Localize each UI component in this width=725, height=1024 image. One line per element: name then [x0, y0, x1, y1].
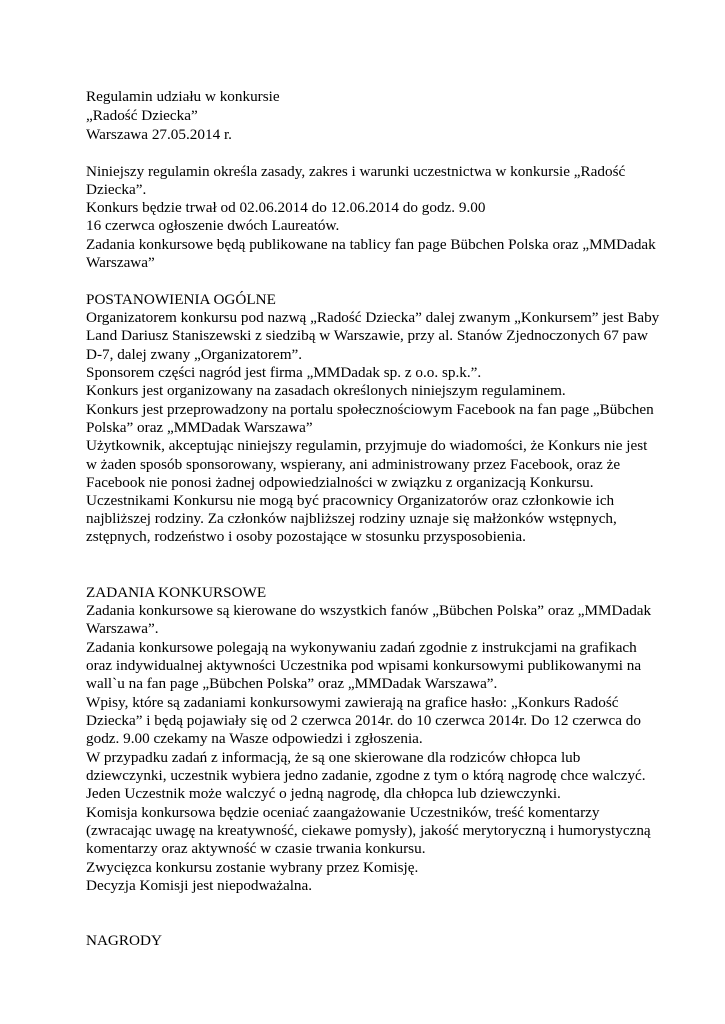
general-line: D-7, dalej zwany „Organizatorem”.	[86, 346, 303, 363]
intro-line: Warszawa”	[86, 254, 155, 271]
general-line: w żaden sposób sponsorowany, wspierany, ani administrowany przez Facebook, oraz że	[86, 456, 621, 473]
tasks-line: dziewczynki, uczestnik wybiera jedno zadanie, zgodne z tym o którą nagrodę chce walczyć.	[86, 767, 646, 784]
general-line: Użytkownik, akceptując niniejszy regulamin, przyjmuje do wiadomości, że Konkurs nie jest	[86, 437, 648, 454]
document-date: Warszawa 27.05.2014 r.	[86, 126, 232, 143]
tasks-line: godz. 9.00 czekamy na Wasze odpowiedzi i zgłoszenia.	[86, 730, 423, 747]
general-line: Polska” oraz „MMDadak Warszawa”	[86, 419, 313, 436]
contest-name: „Radość Dziecka”	[86, 107, 198, 124]
tasks-line: Dziecka” i będą pojawiały się od 2 czerwca 2014r. do 10 czerwca 2014r. Do 12 czerwca do	[86, 712, 641, 729]
tasks-line: Zwycięzca konkursu zostanie wybrany przez Komisję.	[86, 859, 419, 876]
section-heading-prizes: NAGRODY	[86, 932, 162, 949]
tasks-line: Zadania konkursowe polegają na wykonywaniu zadań zgodnie z instrukcjami na grafikach	[86, 639, 637, 656]
document-title: Regulamin udziału w konkursie	[86, 88, 280, 105]
tasks-line: oraz indywidualnej aktywności Uczestnika pod wpisami konkursowymi publikowanymi na	[86, 657, 642, 674]
tasks-line: W przypadku zadań z informacją, że są one skierowane dla rodziców chłopca lub	[86, 749, 581, 766]
intro-line: 16 czerwca ogłoszenie dwóch Laureatów.	[86, 217, 340, 234]
intro-line: Niniejszy regulamin określa zasady, zakres i warunki uczestnictwa w konkursie „Radość	[86, 163, 626, 180]
general-line: najbliższej rodziny. Za członków najbliższej rodziny uznaje się małżonków wstępnych,	[86, 510, 617, 527]
tasks-line: (zwracając uwagę na kreatywność, ciekawe pomysły), jakość merytoryczną i humorystyczną	[86, 822, 651, 839]
general-line: Facebook nie ponosi żadnej odpowiedzialności w związku z organizacją Konkursu.	[86, 474, 594, 491]
general-line: Konkurs jest przeprowadzony na portalu społecznościowym Facebook na fan page „Bübchen	[86, 401, 654, 418]
tasks-line: Jeden Uczestnik może walczyć o jedną nagrodę, dla chłopca lub dziewczynki.	[86, 785, 561, 802]
general-line: Uczestnikami Konkursu nie mogą być pracownicy Organizatorów oraz członkowie ich	[86, 492, 615, 509]
general-line: Land Dariusz Staniszewski z siedzibą w Warszawie, przy al. Stanów Zjednoczonych 67 paw	[86, 327, 648, 344]
tasks-line: Komisja konkursowa będzie oceniać zaangażowanie Uczestników, treść komentarzy	[86, 804, 600, 821]
tasks-line: komentarzy oraz aktywność w czasie trwania konkursu.	[86, 840, 426, 857]
general-line: Konkurs jest organizowany na zasadach określonych niniejszym regulaminem.	[86, 382, 566, 399]
tasks-line: Decyzja Komisji jest niepodważalna.	[86, 877, 313, 894]
tasks-line: Warszawa”.	[86, 620, 159, 637]
intro-line: Dziecka”.	[86, 181, 147, 198]
section-heading-tasks: ZADANIA KONKURSOWE	[86, 584, 267, 601]
tasks-line: Zadania konkursowe są kierowane do wszystkich fanów „Bübchen Polska” oraz „MMDadak	[86, 602, 652, 619]
intro-line: Konkurs będzie trwał od 02.06.2014 do 12.06.2014 do godz. 9.00	[86, 199, 486, 216]
tasks-line: Wpisy, które są zadaniami konkursowymi zawierają na grafice hasło: „Konkurs Radość	[86, 694, 619, 711]
intro-line: Zadania konkursowe będą publikowane na tablicy fan page Bübchen Polska oraz „MMDadak	[86, 236, 656, 253]
tasks-line: wall`u na fan page „Bübchen Polska” oraz „MMDadak Warszawa”.	[86, 675, 498, 692]
general-line: Sponsorem części nagród jest firma „MMDadak sp. z o.o. sp.k.”.	[86, 364, 482, 381]
section-heading-general: POSTANOWIENIA OGÓLNE	[86, 291, 276, 308]
general-line: zstępnych, rodzeństwo i osoby pozostające w stosunku przysposobienia.	[86, 528, 526, 545]
general-line: Organizatorem konkursu pod nazwą „Radość Dziecka” dalej zwanym „Konkursem” jest Baby	[86, 309, 660, 326]
